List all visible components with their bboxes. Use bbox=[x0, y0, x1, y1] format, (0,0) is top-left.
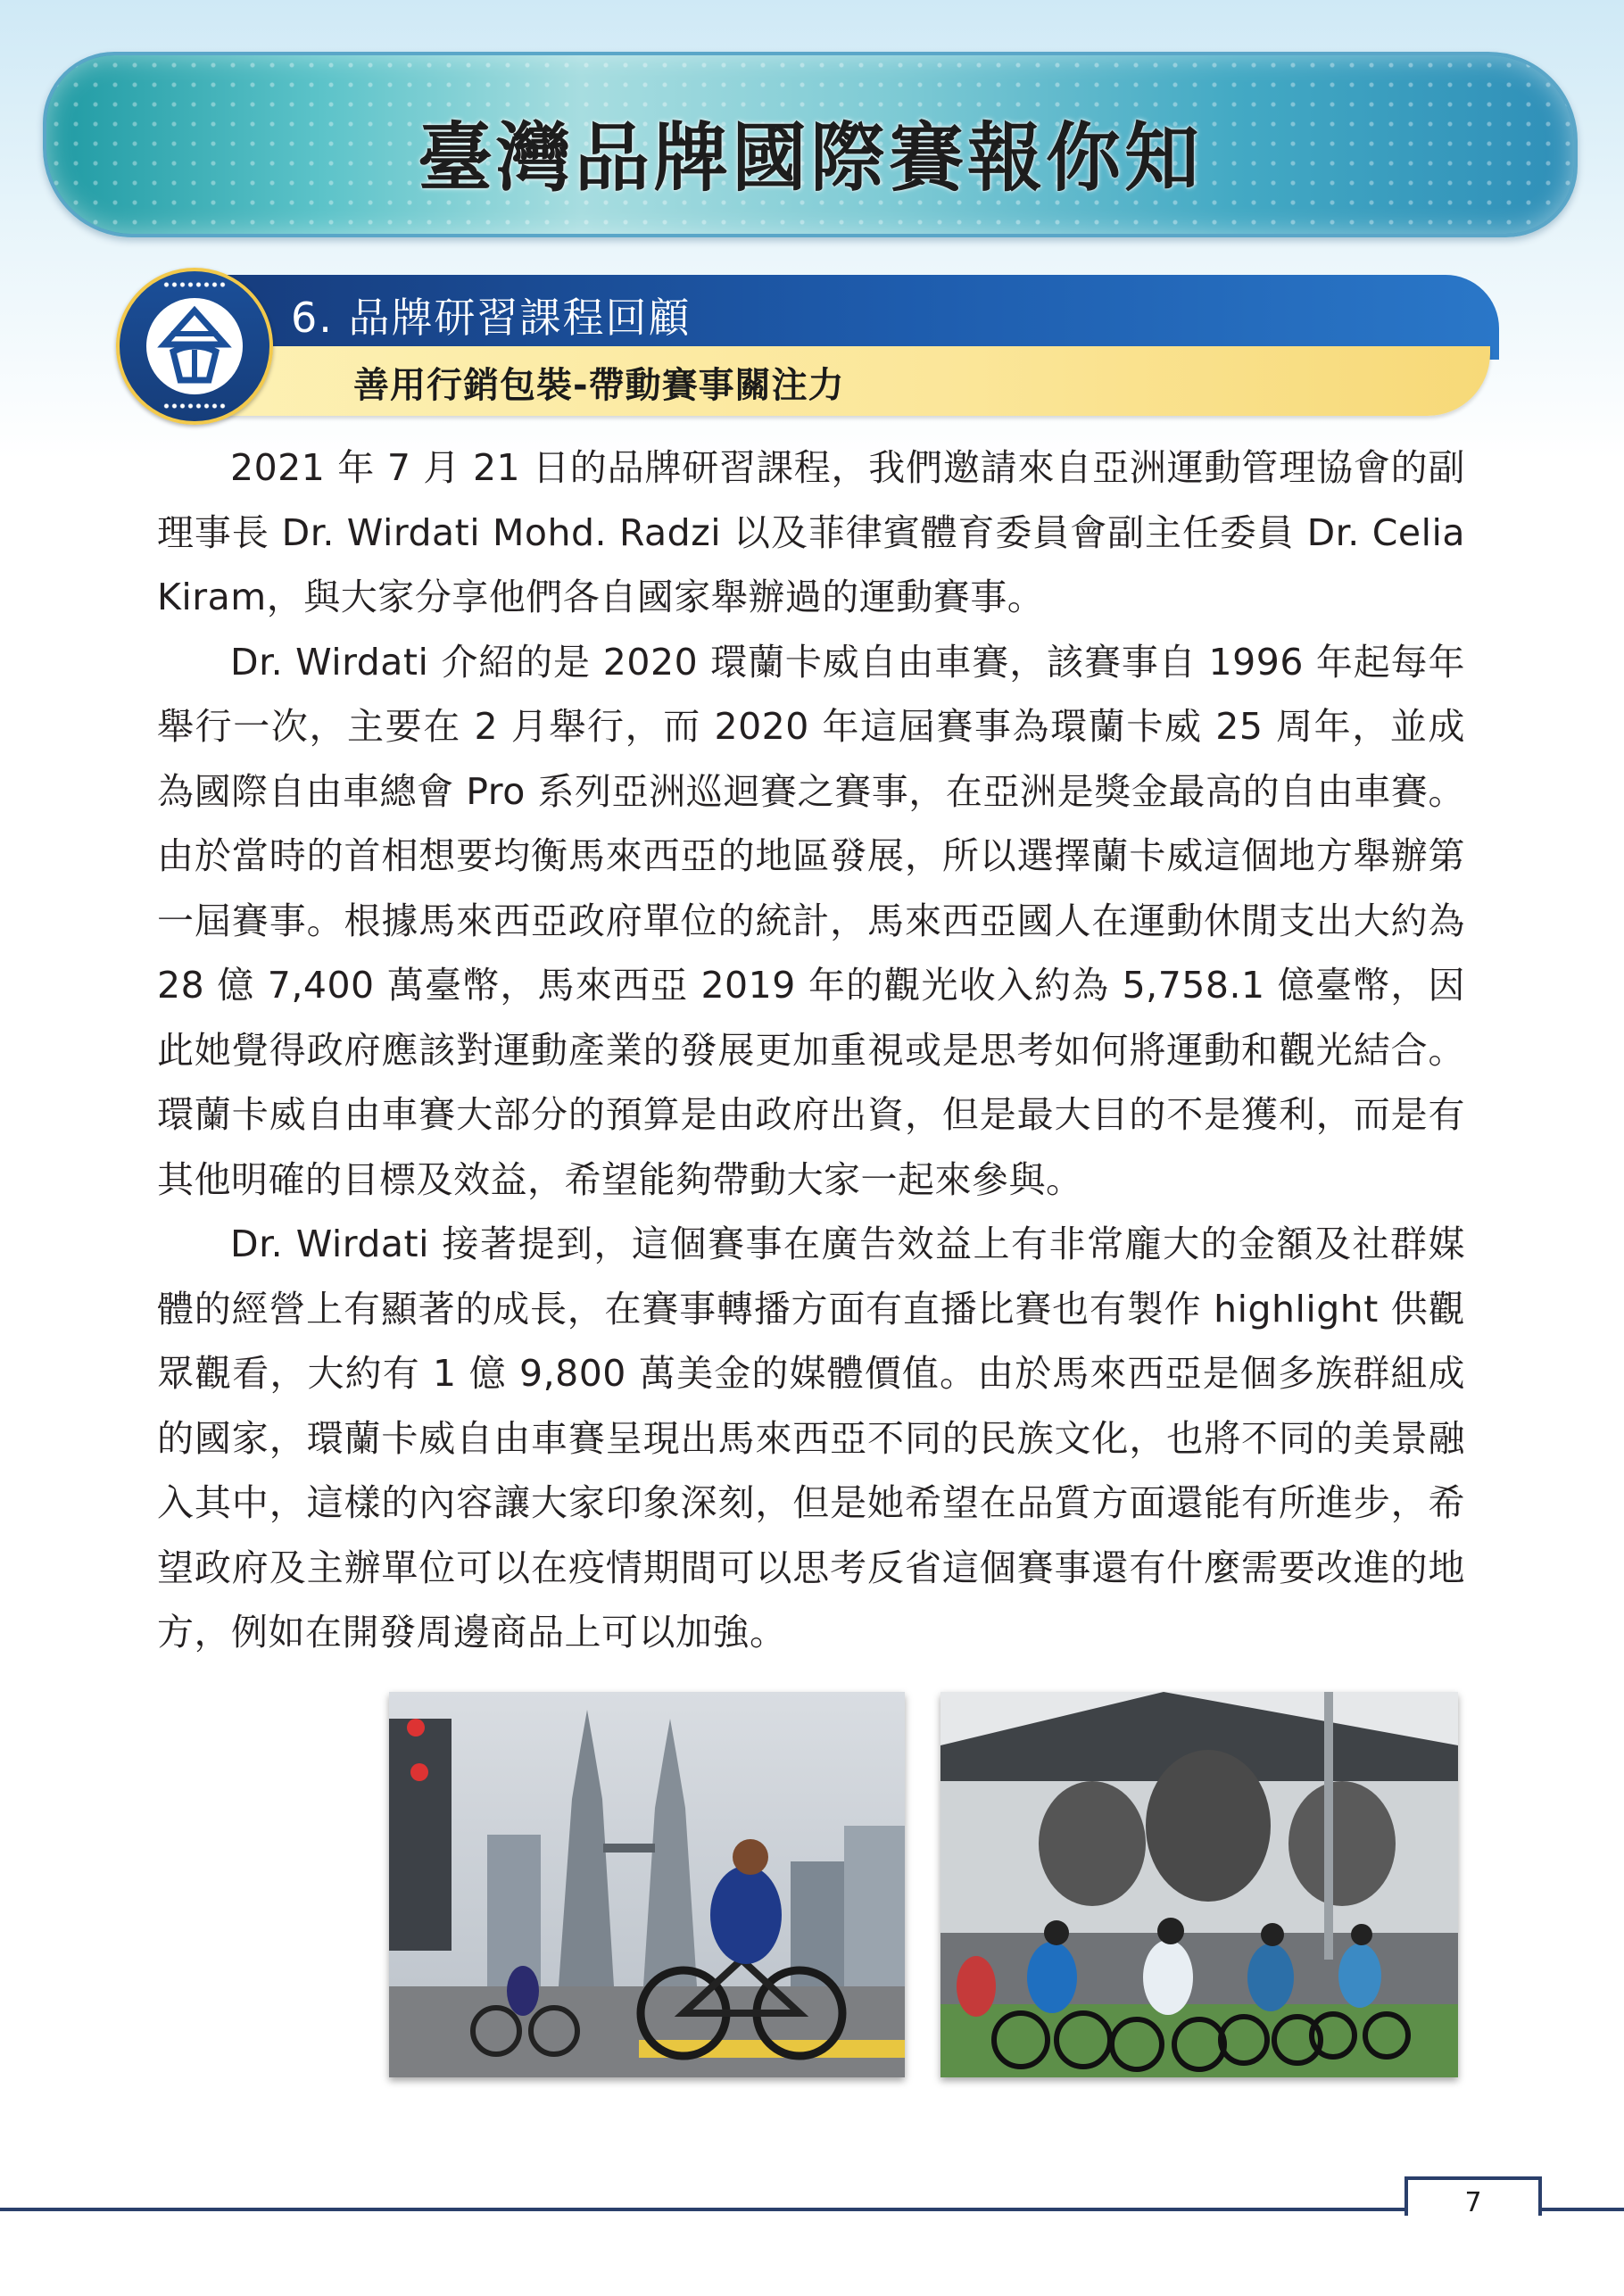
paragraph-1: 2021 年 7 月 21 日的品牌研習課程，我們邀請來自亞洲運動管理協會的副理事長 Dr. Wirdati Mohd. Radzi 以及菲律賓體育委員會副主任委員 Dr. Celia Kiram，與大家分享他們各自國家舉辦過的運動賽事。 bbox=[157, 446, 1466, 618]
photo-cyclists-mural-street bbox=[940, 1692, 1458, 2077]
article-body bbox=[157, 435, 1465, 1665]
badge-inner-circle bbox=[146, 298, 243, 394]
banner-title: 臺灣品牌國際賽報你知 bbox=[417, 114, 1203, 202]
badge-dots-top bbox=[162, 282, 227, 287]
section-subtitle: 善用行銷包裝-帶動賽事關注力 bbox=[353, 365, 845, 406]
badge-dots-bottom bbox=[162, 403, 227, 409]
section-badge bbox=[116, 268, 273, 425]
section-title: 6. 品牌研習課程回顧 bbox=[291, 294, 692, 342]
tourism-logo-icon bbox=[146, 298, 243, 394]
photo-image bbox=[389, 1692, 905, 2077]
photo-image bbox=[940, 1692, 1458, 2077]
paragraph-3: Dr. Wirdati 接著提到，這個賽事在廣告效益上有非常龐大的金額及社群媒體的經營上有顯著的成長，在賽事轉播方面有直播比賽也有製作 highlight 供觀眾觀看，大約有 1 億 9,800 萬美金的媒體價值。由於馬來西亞是個多族群組成的國家，環蘭卡威自由車賽呈現出馬來西亞不同的民族文化，也將不同的美景融入其中，這樣的內容讓大家印象深刻，但是她希望在品質方面還能有所進步，希望政府及主辦單位可以在疫情期間可以思考反省這個賽事還有什麼需要改進的地方，例如在開發周邊商品上可以加強。 bbox=[157, 1223, 1465, 1654]
photo-cyclists-petronas-towers bbox=[389, 1692, 905, 2077]
page-number: 7 bbox=[1464, 2187, 1482, 2218]
header-banner bbox=[43, 52, 1578, 237]
paragraph-2: Dr. Wirdati 介紹的是 2020 環蘭卡威自由車賽，該賽事自 1996 年起每年舉行一次，主要在 2 月舉行，而 2020 年這屆賽事為環蘭卡威 25 周年，並成為國際自由車總會 Pro 系列亞洲巡迴賽之賽事，在亞洲是獎金最高的自由車賽。由於當時的首相想要均衡馬來西亞的地區發展，所以選擇蘭卡威這個地方舉辦第一屆賽事。根據馬來西亞政府單位的統計，馬來西亞國人在運動休閒支出大約為 28 億 7,400 萬臺幣，馬來西亞 2019 年的觀光收入約為 5,758.1 億臺幣，因此她覺得政府應該對運動產業的發展更加重視或是思考如何將運動和觀光結合。環蘭卡威自由車賽大部分的預算是由政府出資，但是最大目的不是獲利，而是有其他明確的目標及效益，希望能夠帶動大家一起來參與。 bbox=[157, 640, 1465, 1201]
page-number-tab bbox=[1404, 2176, 1542, 2216]
footer-rule bbox=[0, 2208, 1624, 2211]
section-header bbox=[116, 268, 1499, 419]
